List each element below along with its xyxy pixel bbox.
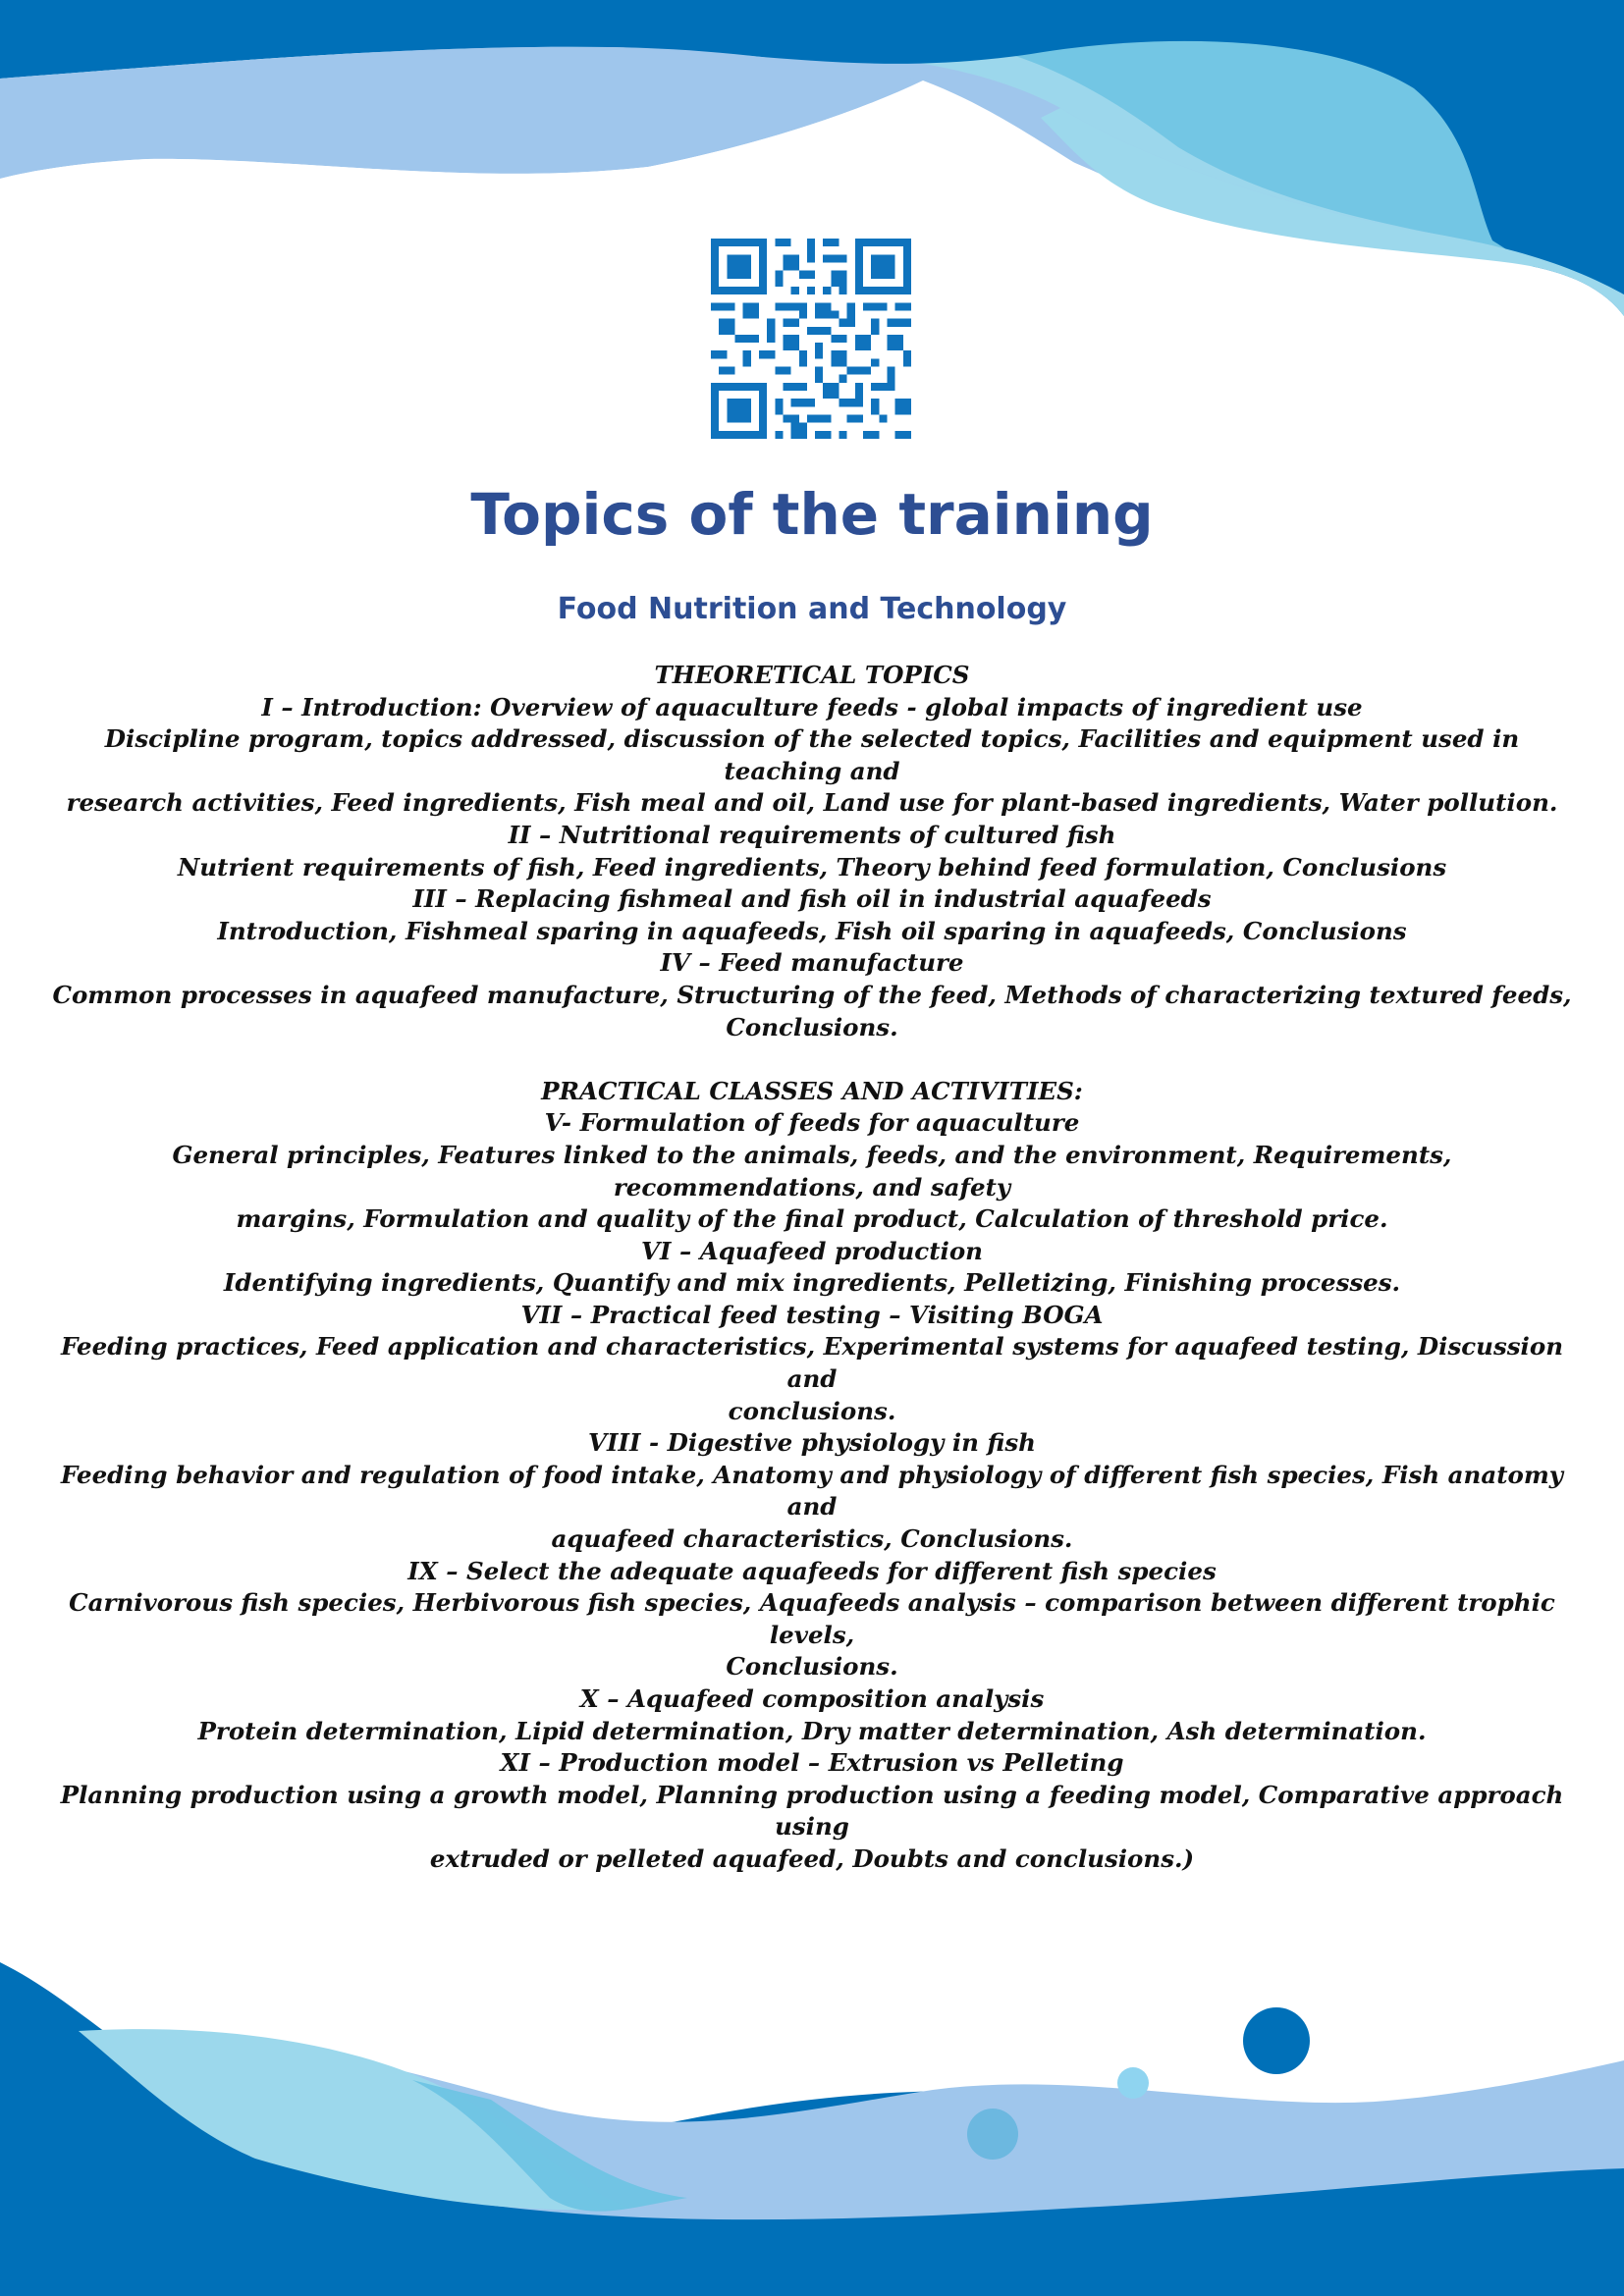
topic-line: Carnivorous fish species, Herbivorous fish species, Aquafeeds analysis – comparison between different trophic levels, (69, 1588, 1555, 1649)
topic-line: XI – Production model – Extrusion vs Pelleting (500, 1748, 1124, 1778)
topics-list (49, 660, 1575, 1876)
topic-line: III – Replacing fishmeal and fish oil in industrial aquafeeds (412, 884, 1212, 914)
topic-line: IV – Feed manufacture (660, 948, 964, 978)
topic-line: VII – Practical feed testing – Visiting BOGA (520, 1300, 1104, 1329)
topic-line: V- Formulation of feeds for aquaculture (544, 1108, 1080, 1138)
topic-line: conclusions. (728, 1396, 896, 1425)
topic-line: Protein determination, Lipid determination, Dry matter determination, Ash determination. (197, 1716, 1427, 1745)
topic-line: Conclusions. (726, 1652, 898, 1682)
topic-line: General principles, Features linked to the animals, feeds, and the environment, Requirements, recommendations, and safety (172, 1140, 1452, 1201)
topic-line: X – Aquafeed composition analysis (579, 1684, 1045, 1713)
topic-line: aquafeed characteristics, Conclusions. (551, 1524, 1073, 1554)
topic-line: Identifying ingredients, Quantify and mix ingredients, Pelletizing, Finishing processes. (223, 1268, 1401, 1298)
topic-line: Nutrient requirements of fish, Feed ingredients, Theory behind feed formulation, Conclusions (177, 852, 1447, 881)
topic-line: Feeding behavior and regulation of food intake, Anatomy and physiology of different fish species, Fish anatomy and (60, 1460, 1564, 1522)
page-title: Topics of the training (470, 481, 1154, 548)
topic-line: Common processes in aquafeed manufacture, Structuring of the feed, Methods of characterizing textured feeds, Conclusions. (52, 980, 1572, 1041)
topic-line: extruded or pelleted aquafeed, Doubts and conclusions.) (429, 1843, 1195, 1873)
topic-line: Discipline program, topics addressed, discussion of the selected topics, Facilities and equipment used in teaching and (104, 724, 1520, 785)
topic-line: VIII - Digestive physiology in fish (588, 1428, 1036, 1458)
topic-line: THEORETICAL TOPICS (654, 661, 970, 689)
topic-line: VI – Aquafeed production (640, 1236, 983, 1265)
topic-line: Feeding practices, Feed application and characteristics, Experimental systems for aquafeed testing, Discussion and (60, 1332, 1564, 1394)
topic-line: I – Introduction: Overview of aquaculture feeds - global impacts of ingredient use (261, 692, 1363, 721)
bottom-wave-decoration (0, 1962, 1624, 2296)
section-spacer (49, 1043, 1575, 1076)
topic-line: margins, Formulation and quality of the final product, Calculation of threshold price. (236, 1204, 1388, 1234)
topic-line: Introduction, Fishmeal sparing in aquafeeds, Fish oil sparing in aquafeeds, Conclusions (217, 916, 1407, 945)
topic-line: IX – Select the adequate aquafeeds for different fish species (407, 1556, 1217, 1585)
topic-line: II – Nutritional requirements of cultured fish (508, 820, 1116, 849)
page-subtitle: Food Nutrition and Technology (557, 592, 1067, 626)
qr-code-icon (711, 239, 911, 439)
topic-line: research activities, Feed ingredients, Fish meal and oil, Land use for plant-based ingredients, Water pollution. (66, 788, 1558, 818)
topic-line: PRACTICAL CLASSES AND ACTIVITIES: (541, 1076, 1083, 1105)
topic-line: Planning production using a growth model, Planning production using a feeding model, Comparative approach using (60, 1780, 1564, 1842)
